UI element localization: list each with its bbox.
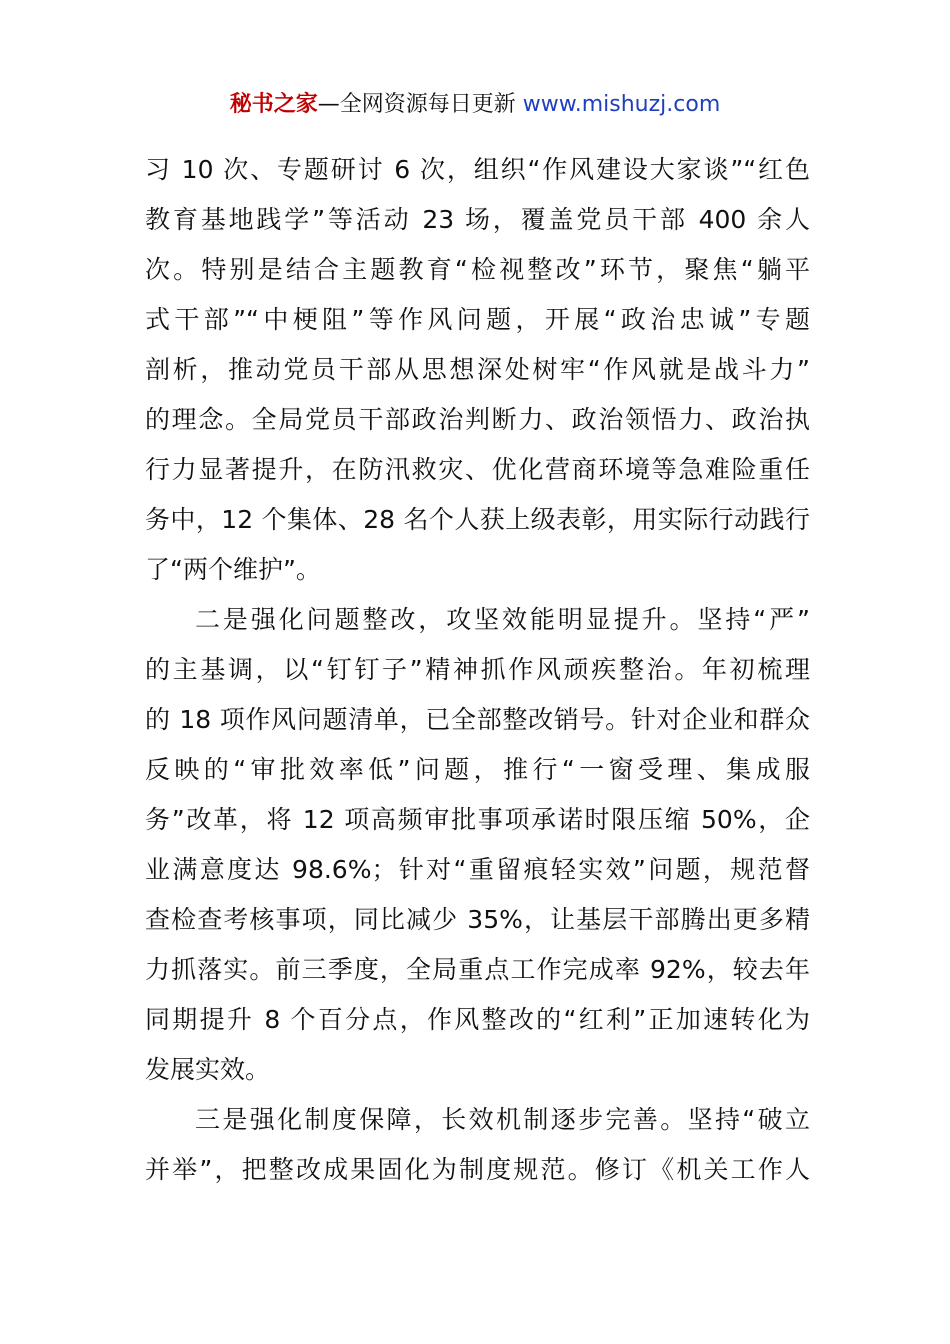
text-line: 务中，12 个集体、28 名个人获上级表彰，用实际行动践行	[145, 505, 810, 534]
text-line: 的主基调，以“钉钉子”精神抓作风顽疾整治。年初梳理	[145, 655, 810, 684]
text-line: 力抓落实。前三季度，全局重点工作完成率 92%，较去年	[145, 955, 810, 984]
text-line: 务”改革，将 12 项高频审批事项承诺时限压缩 50%，企	[145, 805, 810, 834]
paragraph-1	[145, 145, 810, 595]
text-line: 查检查考核事项，同比减少 35%，让基层干部腾出更多精	[145, 905, 810, 934]
text-line: 式干部”“中梗阻”等作风问题，开展“政治忠诚”专题	[145, 305, 810, 334]
text-line: 业满意度达 98.6%；针对“重留痕轻实效”问题，规范督	[145, 855, 810, 884]
paragraph-3	[145, 1095, 810, 1195]
text-line: 反映的“审批效率低”问题，推行“一窗受理、集成服	[145, 755, 810, 784]
header-slogan: —全网资源每日更新	[317, 92, 523, 117]
brand-name: 秘书之家	[229, 92, 318, 117]
text-line: 同期提升 8 个百分点，作风整改的“红利”正加速转化为	[145, 1005, 810, 1034]
paragraph-2	[145, 595, 810, 1095]
page-header	[0, 88, 950, 122]
text-line: 习 10 次、专题研讨 6 次，组织“作风建设大家谈”“红色	[145, 155, 810, 184]
text-line: 发展实效。	[145, 1055, 271, 1084]
text-line: 三是强化制度保障，长效机制逐步完善。坚持“破立	[195, 1105, 810, 1134]
text-line: 次。特别是结合主题教育“检视整改”环节，聚焦“躺平	[145, 255, 810, 284]
site-url-link[interactable]: www.mishuzj.com	[522, 92, 721, 117]
text-line: 的理念。全局党员干部政治判断力、政治领悟力、政治执	[145, 405, 810, 434]
text-line: 教育基地践学”等活动 23 场，覆盖党员干部 400 余人	[145, 205, 810, 234]
text-line: 剖析，推动党员干部从思想深处树牢“作风就是战斗力”	[145, 355, 810, 384]
text-line: 行力显著提升，在防汛救灾、优化营商环境等急难险重任	[145, 455, 810, 484]
text-line: 二是强化问题整改，攻坚效能明显提升。坚持“严”	[195, 605, 810, 634]
text-line: 了“两个维护”。	[145, 555, 321, 584]
document-body	[145, 145, 810, 1195]
text-line: 的 18 项作风问题清单，已全部整改销号。针对企业和群众	[145, 705, 810, 734]
text-line: 并举”，把整改成果固化为制度规范。修订《机关工作人	[145, 1155, 810, 1184]
